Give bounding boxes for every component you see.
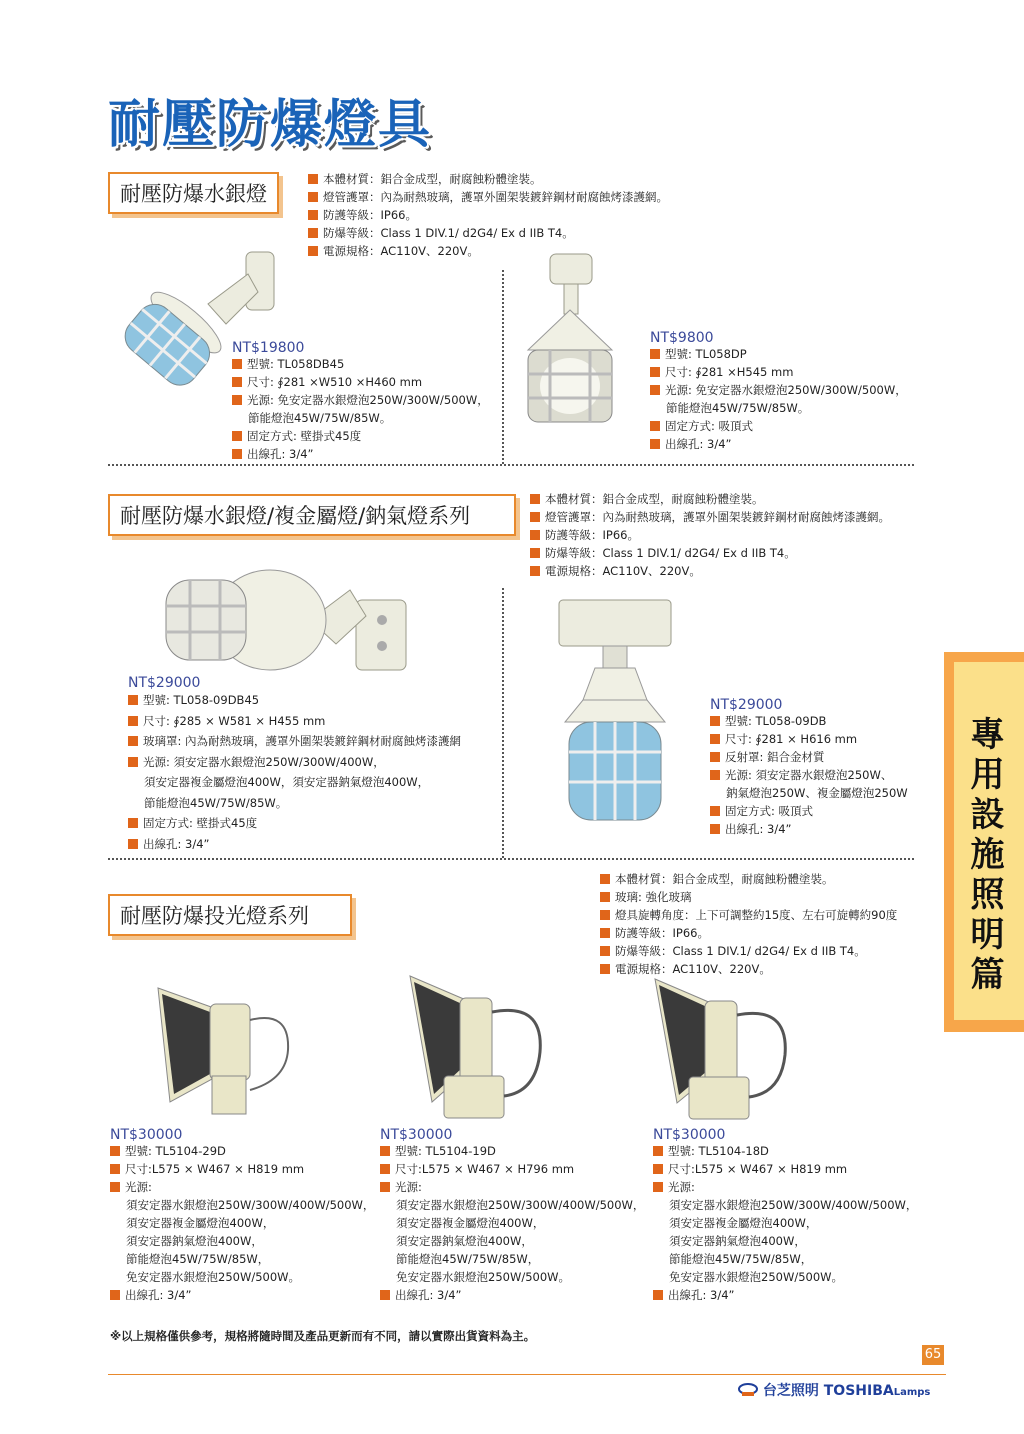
product-image-tl5104-19d (400, 972, 550, 1122)
spec-line: 鈉氣燈泡250W、複金屬燈泡250W (726, 786, 908, 800)
spec-line: 反射罩: 鋁合金材質 (710, 748, 908, 766)
spec-line: 免安定器水銀燈泡250W/500W。 (396, 1270, 571, 1284)
spec-line: 燈具旋轉角度：上下可調整約15度、左右可旋轉約90度 (600, 906, 897, 924)
bullet-square-icon (653, 1164, 663, 1174)
divider-horizontal (108, 464, 914, 466)
bullet-square-icon (530, 566, 540, 576)
bullet-square-icon (710, 806, 720, 816)
spec-line: 出線孔: 3/4” (380, 1286, 644, 1304)
spec-line: 光源: 須安定器水銀燈泡250W、 (710, 766, 908, 784)
spec-line: 型號: TL058-09DB45 (128, 690, 461, 711)
bullet-square-icon (650, 421, 660, 431)
spec-line: 須安定器水銀燈泡250W/300W/400W/500W， (396, 1198, 645, 1212)
spec-line: 型號: TL058-09DB (710, 712, 908, 730)
product-specs-tl5104-29d (110, 1142, 374, 1304)
product-image-tl5104-29d (150, 980, 300, 1120)
spec-line: 尺寸:L575 × W467 × H796 mm (380, 1160, 644, 1178)
section3-specs (600, 870, 897, 978)
bullet-square-icon (110, 1290, 120, 1300)
spec-line: 節能燈泡45W/75W/85W。 (144, 795, 288, 810)
bullet-square-icon (650, 367, 660, 377)
bullet-square-icon (380, 1182, 390, 1192)
bullet-square-icon (308, 210, 318, 220)
product-image-tl058dp (520, 250, 620, 436)
spec-line: 須安定器水銀燈泡250W/300W/400W/500W， (669, 1198, 918, 1212)
spec-line: 防爆等級：Class 1 DIV.1/ d2G4/ Ex d IIB T4。 (308, 224, 668, 242)
spec-line: 免安定器水銀燈泡250W/500W。 (126, 1270, 301, 1284)
bullet-square-icon (110, 1146, 120, 1156)
spec-line: 燈管護罩：內為耐熱玻璃，護罩外圍架裝鍍鋅鋼材耐腐蝕烤漆護網。 (308, 188, 668, 206)
spec-line: 出線孔: 3/4” (232, 445, 489, 463)
bullet-square-icon (110, 1164, 120, 1174)
spec-line: 須安定器複金屬燈泡400W， (126, 1216, 275, 1230)
bullet-square-icon (530, 512, 540, 522)
spec-line: 須安定器複金屬燈泡400W， (669, 1216, 818, 1230)
spec-line: 光源: (110, 1178, 374, 1196)
side-tab-label: 專用設施照明篇 (964, 716, 1004, 996)
bullet-square-icon (232, 377, 242, 387)
bullet-square-icon (710, 752, 720, 762)
spec-line: 本體材質：鋁合金成型，耐腐蝕粉體塗裝。 (600, 870, 897, 888)
spec-line: 出線孔: 3/4” (650, 435, 907, 453)
spec-line: 免安定器水銀燈泡250W/500W。 (669, 1270, 844, 1284)
spec-line: 固定方式: 吸頂式 (650, 417, 907, 435)
toshiba-lamp-icon (738, 1383, 758, 1397)
spec-line: 尺寸: ∮281 ×W510 ×H460 mm (232, 373, 489, 391)
spec-line: 須安定器鈉氣燈泡400W， (669, 1234, 806, 1248)
product-price: NT$29000 (128, 675, 201, 691)
spec-line: 型號: TL5104-18D (653, 1142, 917, 1160)
bullet-square-icon (600, 946, 610, 956)
spec-line: 光源: (653, 1178, 917, 1196)
spec-line: 尺寸: ∮281 × H616 mm (710, 730, 908, 748)
bullet-square-icon (232, 395, 242, 405)
spec-line: 節能燈泡45W/75W/85W。 (666, 401, 810, 415)
product-price: NT$30000 (380, 1127, 453, 1143)
bullet-square-icon (600, 874, 610, 884)
spec-line: 燈管護罩：內為耐熱玻璃，護罩外圍架裝鍍鋅鋼材耐腐蝕烤漆護網。 (530, 508, 890, 526)
bullet-square-icon (308, 228, 318, 238)
spec-line: 型號: TL5104-29D (110, 1142, 374, 1160)
spec-line: 固定方式: 壁掛式45度 (232, 427, 489, 445)
bullet-square-icon (380, 1146, 390, 1156)
bullet-square-icon (232, 359, 242, 369)
spec-line: 節能燈泡45W/75W/85W。 (248, 411, 392, 425)
bullet-square-icon (600, 892, 610, 902)
spec-line: 本體材質：鋁合金成型，耐腐蝕粉體塗裝。 (308, 170, 668, 188)
bullet-square-icon (232, 449, 242, 459)
spec-line: 型號: TL5104-19D (380, 1142, 644, 1160)
product-image-tl058-09db45 (160, 560, 410, 675)
divider-vertical (502, 588, 504, 858)
bullet-square-icon (650, 439, 660, 449)
brand-lamps: Lamps (893, 1387, 931, 1398)
product-specs-tl5104-19d (380, 1142, 644, 1304)
spec-line: 光源: 免安定器水銀燈泡250W/300W/500W， (232, 391, 489, 409)
product-specs-tl5104-18d (653, 1142, 917, 1304)
spec-line: 電源規格：AC110V、220V。 (308, 242, 668, 260)
product-price: NT$9800 (650, 330, 714, 346)
bullet-square-icon (128, 818, 138, 828)
bullet-square-icon (128, 839, 138, 849)
product-specs-tl058-09db45 (128, 690, 461, 854)
bullet-square-icon (128, 716, 138, 726)
product-image-tl058-09db (555, 596, 675, 836)
spec-line: 防護等級：IP66。 (600, 924, 897, 942)
bullet-square-icon (653, 1182, 663, 1192)
spec-line: 固定方式: 壁掛式45度 (128, 813, 461, 834)
section1-specs (308, 170, 668, 260)
spec-line: 須安定器鈉氣燈泡400W， (396, 1234, 533, 1248)
divider-vertical (502, 270, 504, 464)
product-price: NT$30000 (110, 1127, 183, 1143)
spec-line: 防護等級：IP66。 (308, 206, 668, 224)
brand-logo (738, 1380, 930, 1400)
footer-rule (108, 1374, 946, 1375)
bullet-square-icon (110, 1182, 120, 1192)
bullet-square-icon (128, 757, 138, 767)
bullet-square-icon (308, 192, 318, 202)
spec-line: 出線孔: 3/4” (710, 820, 908, 838)
spec-line: 出線孔: 3/4” (110, 1286, 374, 1304)
bullet-square-icon (380, 1164, 390, 1174)
side-tab (944, 652, 1024, 1032)
spec-line: 光源: 免安定器水銀燈泡250W/300W/500W， (650, 381, 907, 399)
bullet-square-icon (380, 1290, 390, 1300)
bullet-square-icon (600, 964, 610, 974)
spec-line: 尺寸:L575 × W467 × H819 mm (110, 1160, 374, 1178)
section3-title: 耐壓防爆投光燈系列 (108, 894, 352, 936)
product-price: NT$19800 (232, 340, 305, 356)
spec-line: 須安定器鈉氣燈泡400W， (126, 1234, 263, 1248)
section1-title: 耐壓防爆水銀燈 (108, 172, 279, 214)
spec-line: 光源: 須安定器水銀燈泡250W/300W/400W， (128, 752, 461, 773)
bullet-square-icon (308, 246, 318, 256)
bullet-square-icon (710, 824, 720, 834)
spec-line: 須安定器複金屬燈泡400W， (396, 1216, 545, 1230)
spec-line: 尺寸: ∮281 ×H545 mm (650, 363, 907, 381)
spec-line: 玻璃: 強化玻璃 (600, 888, 897, 906)
bullet-square-icon (530, 530, 540, 540)
bullet-square-icon (128, 736, 138, 746)
spec-line: 節能燈泡45W/75W/85W， (126, 1252, 270, 1266)
bullet-square-icon (530, 548, 540, 558)
spec-line: 型號: TL058DB45 (232, 355, 489, 373)
bullet-square-icon (128, 695, 138, 705)
product-image-tl5104-18d (645, 975, 795, 1123)
brand-toshiba: TOSHIBA (823, 1383, 894, 1399)
page-number: 65 (922, 1345, 944, 1365)
spec-line: 尺寸: ∮285 × W581 × H455 mm (128, 711, 461, 732)
section2-specs (530, 490, 890, 580)
spec-line: 節能燈泡45W/75W/85W， (669, 1252, 813, 1266)
spec-line: 防爆等級：Class 1 DIV.1/ d2G4/ Ex d IIB T4。 (600, 942, 897, 960)
spec-line: 出線孔: 3/4” (128, 834, 461, 855)
spec-line: 電源規格：AC110V、220V。 (530, 562, 890, 580)
bullet-square-icon (232, 431, 242, 441)
product-specs-tl058db45 (232, 355, 489, 463)
footnote: ※以上規格僅供參考，規格將隨時間及產品更新而有不同，請以實際出貨資料為主。 (110, 1329, 536, 1343)
product-specs-tl058dp (650, 345, 907, 453)
spec-line: 節能燈泡45W/75W/85W， (396, 1252, 540, 1266)
bullet-square-icon (530, 494, 540, 504)
spec-line: 電源規格：AC110V、220V。 (600, 960, 897, 978)
section2-title: 耐壓防爆水銀燈/複金屬燈/鈉氣燈系列 (108, 494, 516, 536)
spec-line: 固定方式: 吸頂式 (710, 802, 908, 820)
bullet-square-icon (710, 734, 720, 744)
bullet-square-icon (308, 174, 318, 184)
product-price: NT$29000 (710, 697, 783, 713)
bullet-square-icon (650, 349, 660, 359)
spec-line: 玻璃罩: 內為耐熱玻璃，護罩外圍架裝鍍鋅鋼材耐腐蝕烤漆護網 (128, 731, 461, 752)
spec-line: 防護等級：IP66。 (530, 526, 890, 544)
bullet-square-icon (710, 716, 720, 726)
brand-name: 台芝照明 (762, 1383, 819, 1399)
spec-line: 本體材質：鋁合金成型，耐腐蝕粉體塗裝。 (530, 490, 890, 508)
spec-line: 光源: (380, 1178, 644, 1196)
bullet-square-icon (650, 385, 660, 395)
spec-line: 尺寸:L575 × W467 × H819 mm (653, 1160, 917, 1178)
spec-line: 出線孔: 3/4” (653, 1286, 917, 1304)
page-title: 耐壓防爆燈具 (108, 95, 433, 155)
bullet-square-icon (600, 928, 610, 938)
bullet-square-icon (653, 1290, 663, 1300)
spec-line: 須安定器複金屬燈泡400W，須安定器鈉氣燈泡400W， (144, 775, 430, 789)
bullet-square-icon (653, 1146, 663, 1156)
spec-line: 須安定器水銀燈泡250W/300W/400W/500W， (126, 1198, 375, 1212)
bullet-square-icon (600, 910, 610, 920)
bullet-square-icon (710, 770, 720, 780)
spec-line: 防爆等級：Class 1 DIV.1/ d2G4/ Ex d IIB T4。 (530, 544, 890, 562)
product-price: NT$30000 (653, 1127, 726, 1143)
product-specs-tl058-09db (710, 712, 908, 838)
spec-line: 型號: TL058DP (650, 345, 907, 363)
divider-horizontal (108, 858, 914, 860)
